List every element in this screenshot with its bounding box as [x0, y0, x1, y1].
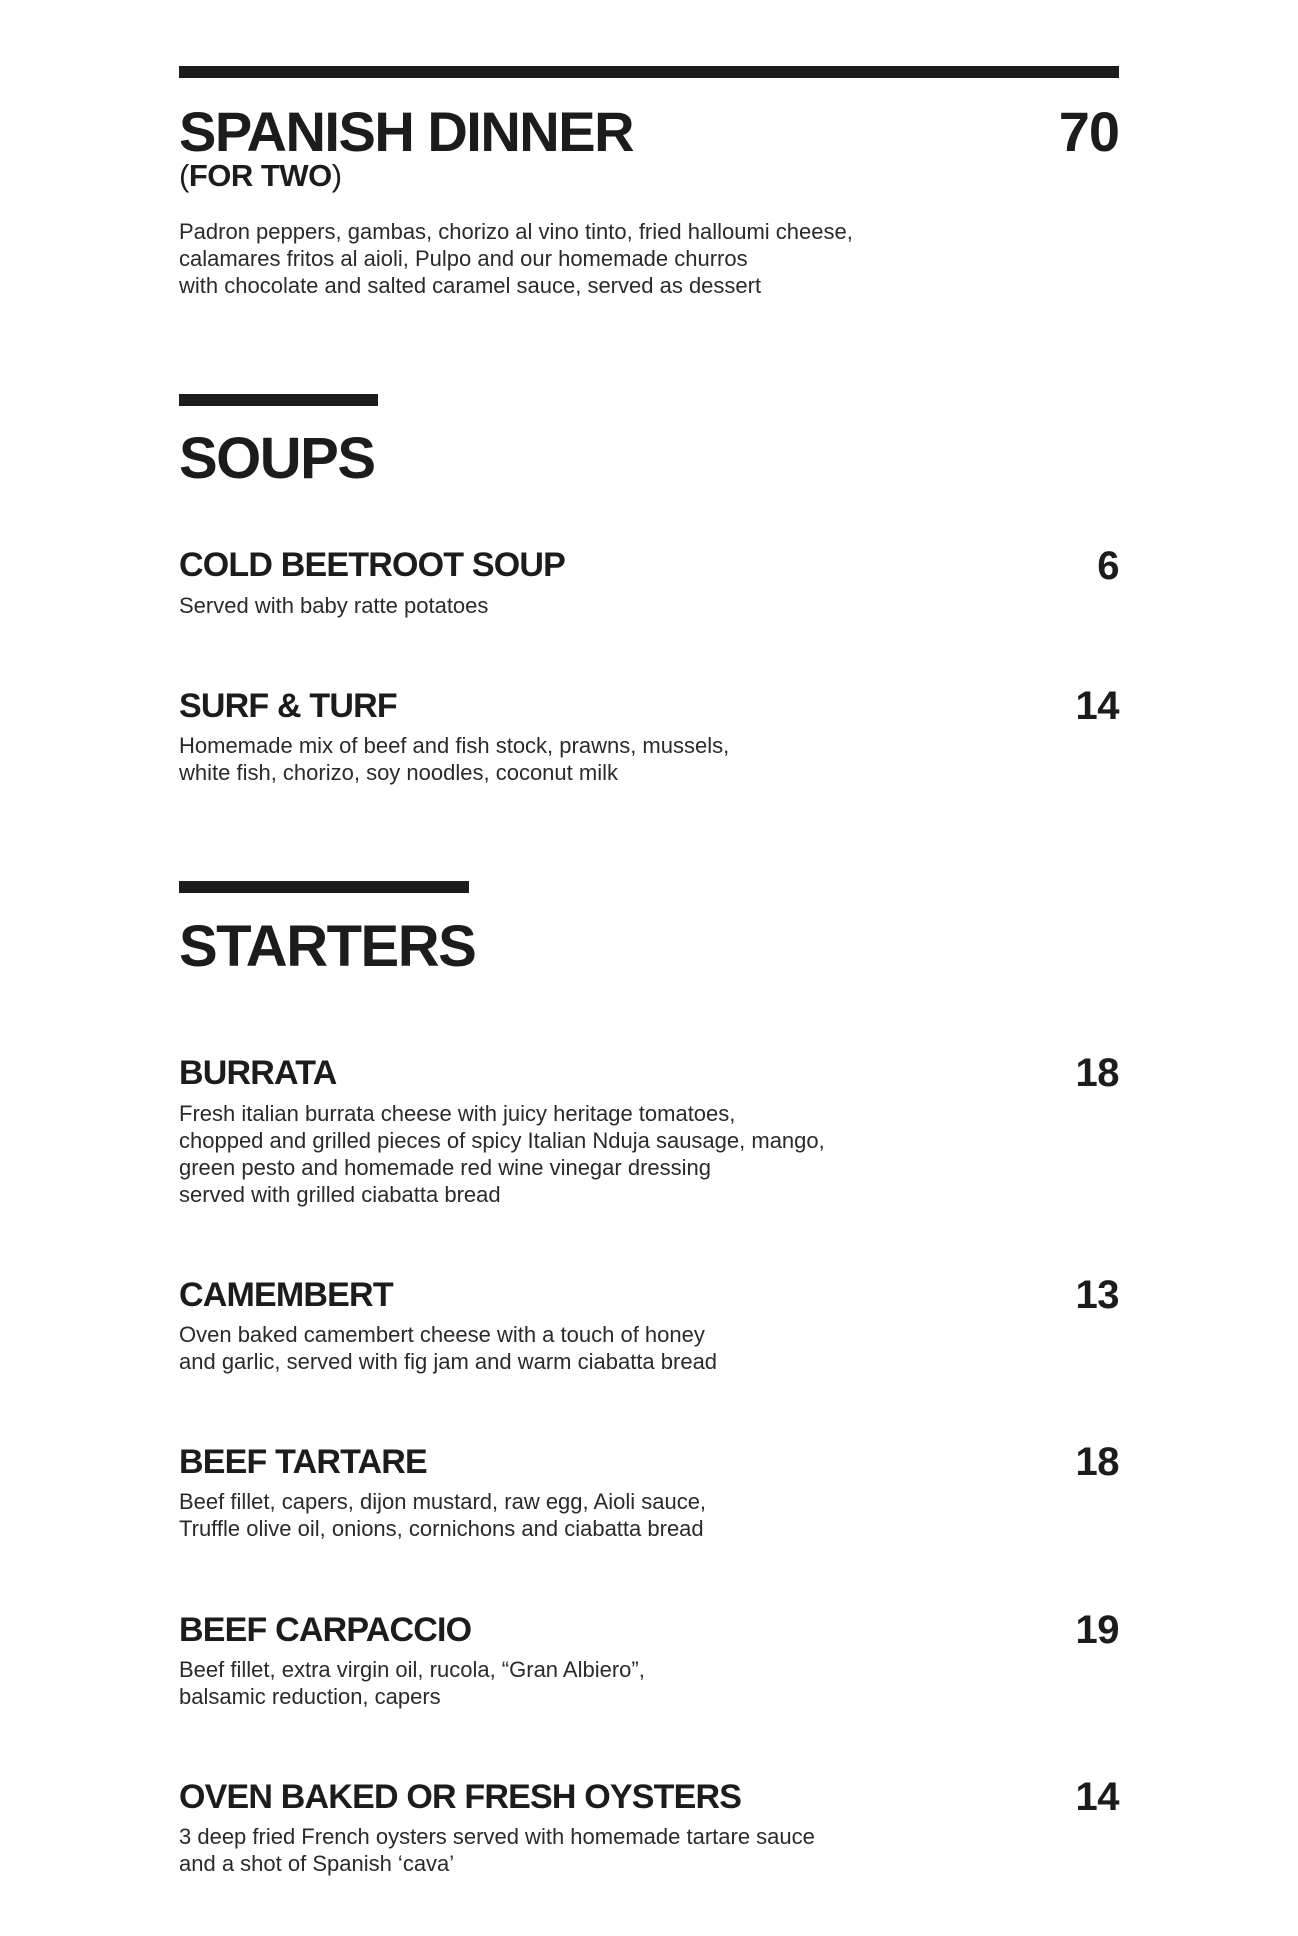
menu-item-description [179, 732, 939, 786]
desc-line: Fresh italian burrata cheese with juicy heritage tomatoes, [179, 1101, 736, 1126]
desc-line: with chocolate and salted caramel sauce, served as dessert [179, 273, 762, 298]
menu-item-name: BURRATA [179, 1054, 337, 1092]
menu-item-description [179, 1656, 939, 1710]
menu-item-description [179, 1100, 939, 1208]
soups-divider [179, 394, 378, 406]
subtitle-open-paren: ( [179, 158, 189, 193]
starters-divider [179, 881, 469, 893]
top-divider [179, 66, 1119, 78]
menu-item-name: OVEN BAKED OR FRESH OYSTERS [179, 1778, 742, 1816]
desc-line: Beef fillet, capers, dijon mustard, raw egg, Aioli sauce, [179, 1489, 707, 1514]
menu-item-price: 14 [1075, 1775, 1119, 1819]
dinner-subtitle [179, 160, 342, 191]
menu-item-price: 18 [1075, 1051, 1119, 1095]
desc-line: Padron peppers, gambas, chorizo al vino tinto, fried halloumi cheese, [179, 219, 853, 244]
desc-line: balsamic reduction, capers [179, 1684, 441, 1709]
menu-item-price: 6 [1097, 544, 1119, 588]
desc-line: and garlic, served with fig jam and warm ciabatta bread [179, 1349, 718, 1374]
menu-item-name: BEEF TARTARE [179, 1443, 427, 1481]
desc-line: served with grilled ciabatta bread [179, 1182, 501, 1207]
dinner-price: 70 [1058, 100, 1119, 163]
menu-item-name: COLD BEETROOT SOUP [179, 546, 566, 584]
desc-line: chopped and grilled pieces of spicy Italian Nduja sausage, mango, [179, 1128, 825, 1153]
menu-item-price: 18 [1075, 1440, 1119, 1484]
menu-item-name: BEEF CARPACCIO [179, 1611, 472, 1649]
menu-item-description [179, 1823, 939, 1877]
desc-line: calamares fritos al aioli, Pulpo and our homemade churros [179, 246, 748, 271]
dinner-description [179, 218, 939, 299]
menu-item-name: SURF & TURF [179, 687, 397, 725]
desc-line: Beef fillet, extra virgin oil, rucola, “Gran Albiero”, [179, 1657, 645, 1682]
menu-item-description [179, 1488, 939, 1542]
menu-item-description [179, 1321, 939, 1375]
desc-line: 3 deep fried French oysters served with homemade tartare sauce [179, 1824, 815, 1849]
menu-item-price: 19 [1075, 1608, 1119, 1652]
menu-item-description [179, 592, 939, 619]
menu-item-price: 13 [1075, 1273, 1119, 1317]
subtitle-text: FOR TWO [188, 158, 332, 193]
menu-item-price: 14 [1075, 684, 1119, 728]
soups-heading: SOUPS [179, 426, 375, 491]
desc-line: and a shot of Spanish ‘cava’ [179, 1851, 455, 1876]
menu-item-name: CAMEMBERT [179, 1276, 393, 1314]
desc-line: Truffle olive oil, onions, cornichons and ciabatta bread [179, 1516, 704, 1541]
starters-heading: STARTERS [179, 914, 476, 979]
dinner-title: SPANISH DINNER [179, 100, 634, 163]
desc-line: white fish, chorizo, soy noodles, coconut milk [179, 760, 618, 785]
desc-line: Oven baked camembert cheese with a touch of honey [179, 1322, 705, 1347]
desc-line: Served with baby ratte potatoes [179, 593, 489, 618]
desc-line: Homemade mix of beef and fish stock, prawns, mussels, [179, 733, 730, 758]
subtitle-close-paren: ) [331, 158, 342, 193]
desc-line: green pesto and homemade red wine vinegar dressing [179, 1155, 711, 1180]
